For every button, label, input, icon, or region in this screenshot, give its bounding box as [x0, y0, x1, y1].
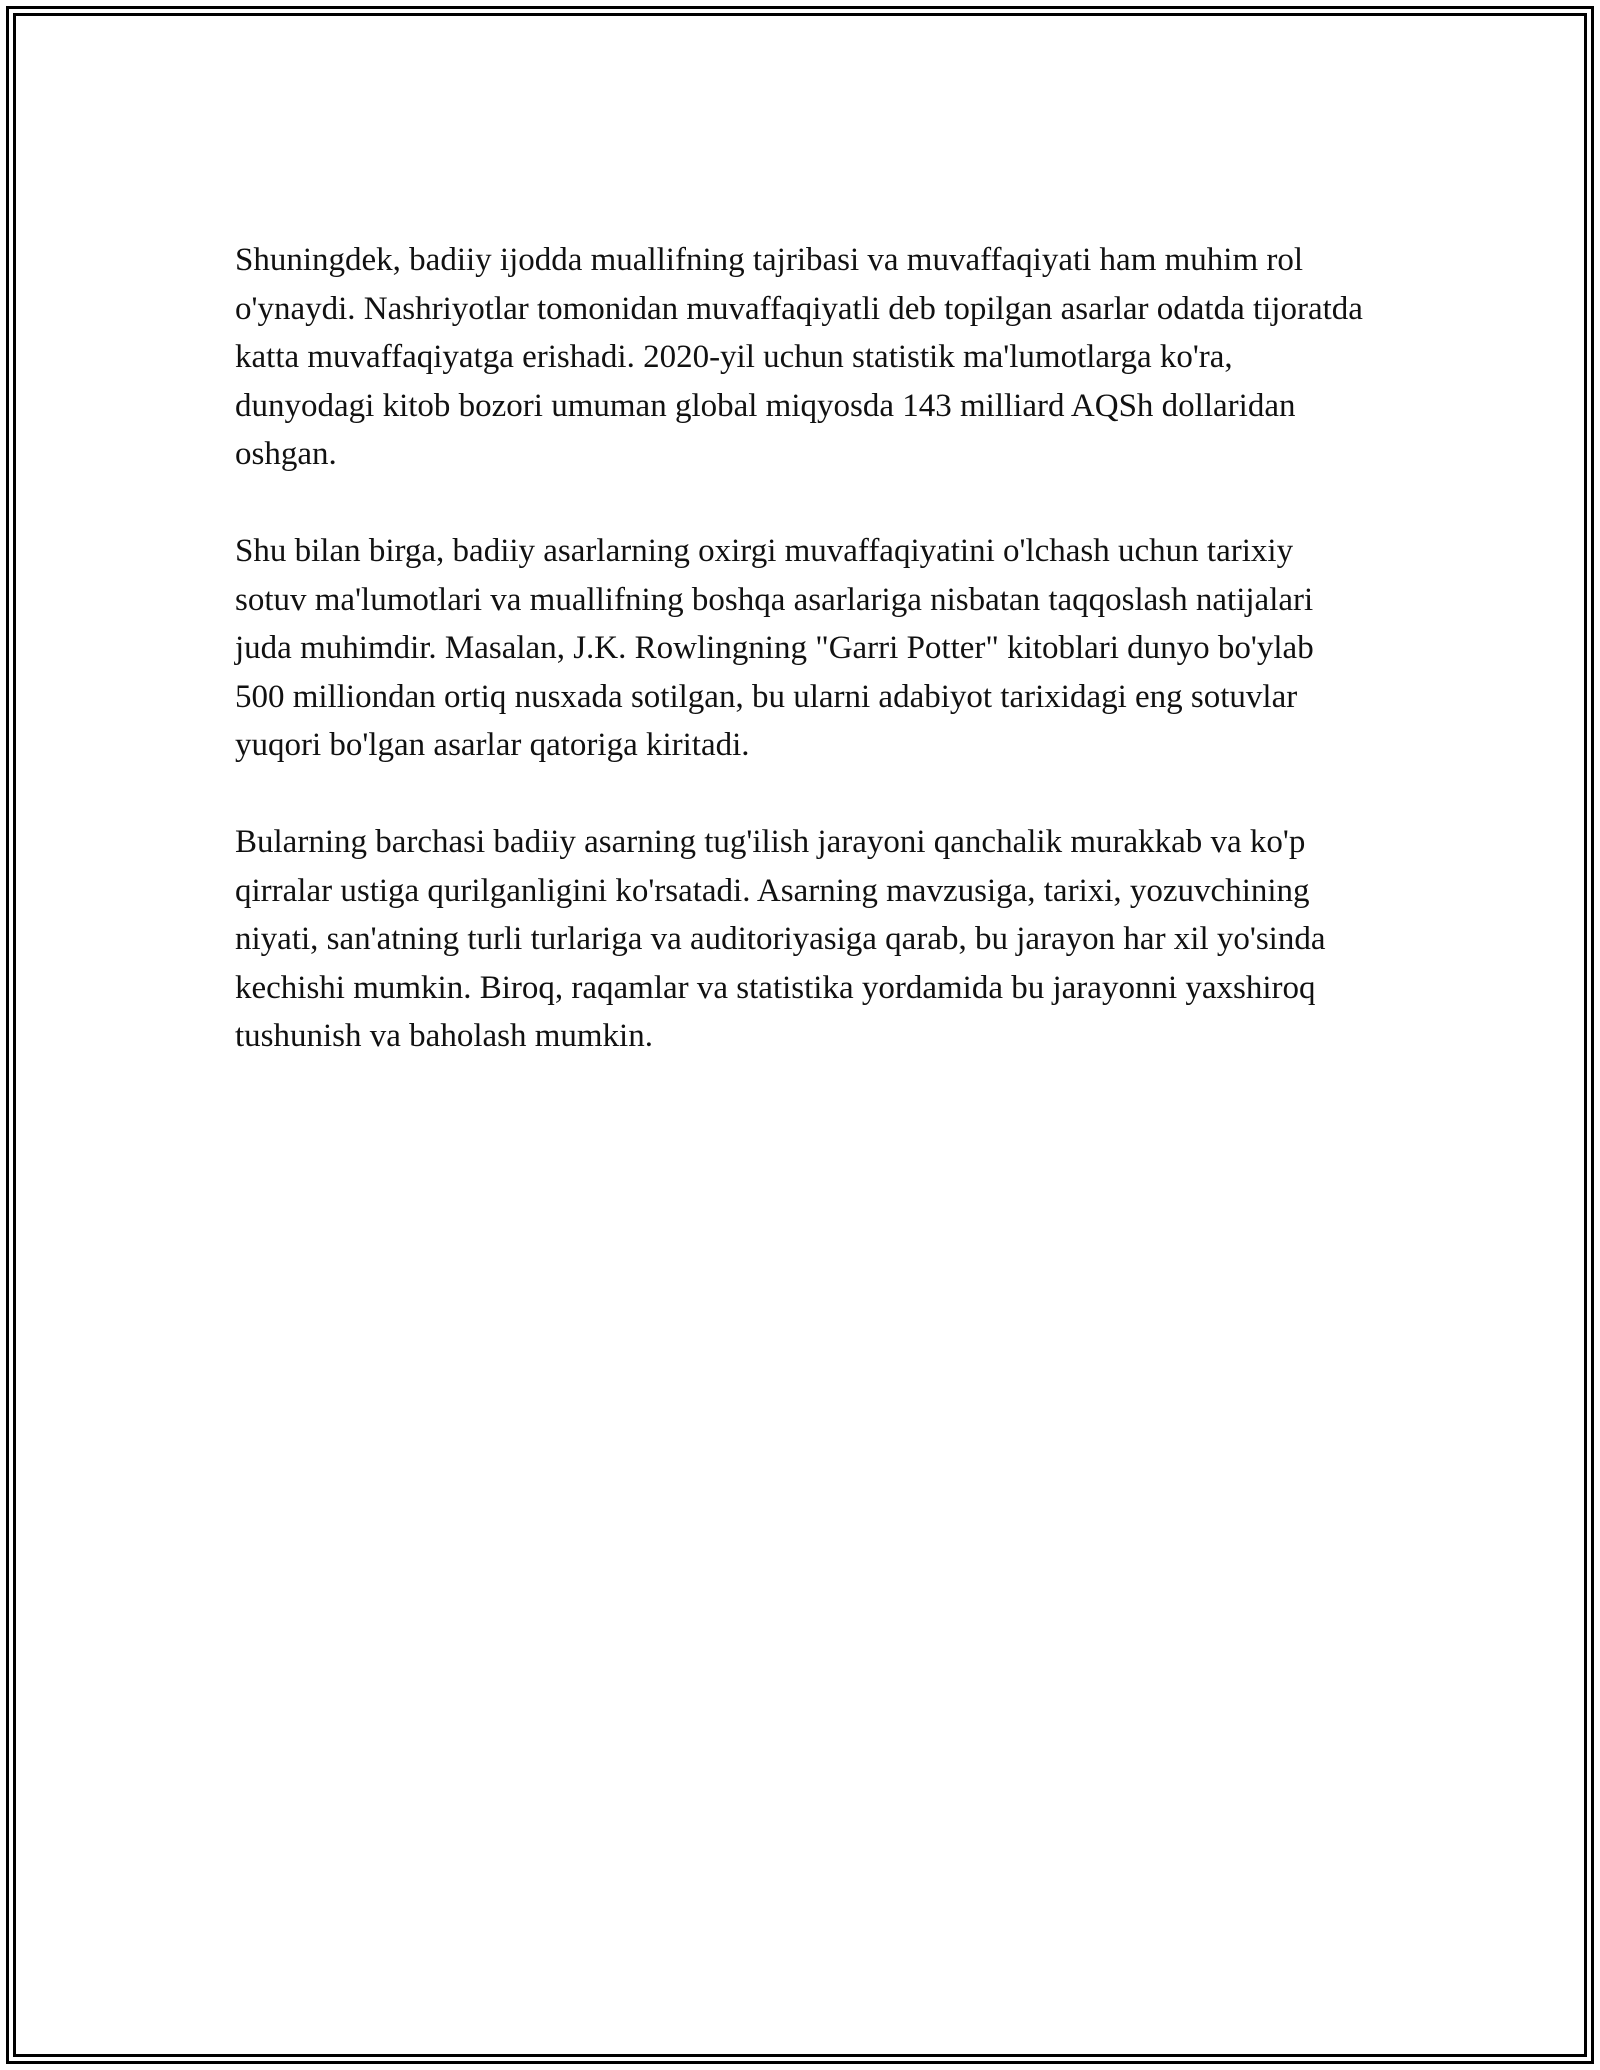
- paragraph-3: Bularning barchasi badiiy asarning tug'ilish jarayoni qanchalik murakkab va ko'p qirralar ustiga qurilganligini ko'rsatadi. Asarning mavzusiga, tarixi, yozuvchining niyati, san'atning turli turlariga va auditoriyasiga qarab, bu jarayon har xil yo'sinda kechishi mumkin. Biroq, raqamlar va statistika yordamida bu jarayonni yaxshiroq tushunish va baholash mumkin.: [235, 824, 1326, 1054]
- paragraph-1: Shuningdek, badiiy ijodda muallifning tajribasi va muvaffaqiyati ham muhim rol o'ynaydi. Nashriyotlar tomonidan muvaffaqiyatli deb topilgan asarlar odatda tijoratda katta muvaffaqiyatga erishadi. 2020-yil uchun statistik ma'lumotlarga ko'ra, dunyodagi kitob bozori umuman global miqyosda 143 milliard AQSh dollaridan oshgan.: [235, 242, 1363, 472]
- document-body: [235, 236, 1365, 1109]
- paragraph-2: Shu bilan birga, badiiy asarlarning oxirgi muvaffaqiyatini o'lchash uchun tarixiy sotuv ma'lumotlari va muallifning boshqa asarlariga nisbatan taqqoslash natijalari juda muhimdir. Masalan, J.K. Rowlingning "Garri Potter" kitoblari dunyo bo'ylab 500 milliondan ortiq nusxada sotilgan, bu ularni adabiyot tarixidagi eng sotuvlar yuqori bo'lgan asarlar qatoriga kiritadi.: [235, 533, 1314, 763]
